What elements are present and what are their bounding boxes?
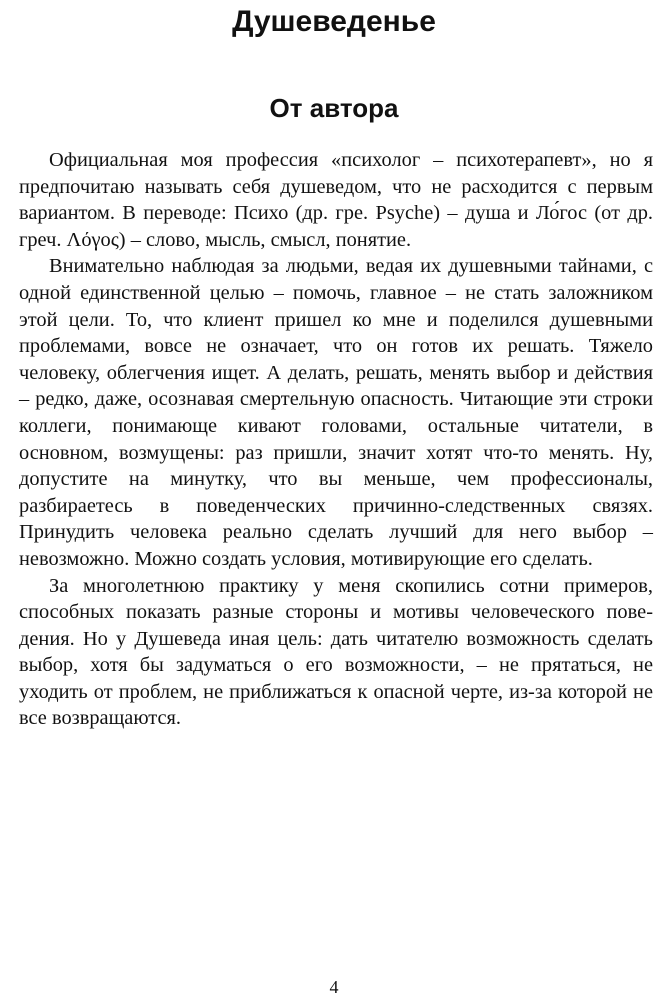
book-title: Душеведенье	[232, 5, 436, 38]
paragraph-2: Внимательно наблюдая за людьми, ведая их душевными тайнами, с одной единственной целью – помочь, главное – не стать заложником этой цели. То, что клиент пришел ко мне и поделился душевными проблемами, вовсе не означает, что он готов их решать. Тяжело человеку, облегчения ищет. А делать, решать, менять выбор и действия – редко, даже, осознавая смертельную опасность. Читающие эти строки коллеги, понимающе кивают головами, остальные читатели, в основном, возмущены: раз пришли, значит хотят что-то менять. Ну, допустите на минутку, что вы меньше, чем профессионалы, разбираетесь в поведенческих причинно-следственных связях. Принудить человека реально сделать лучший для него выбор – невозможно. Можно создать условия, мотивирующие его сделать.	[19, 255, 653, 570]
body-text	[19, 147, 653, 732]
page-number: 4	[329, 977, 339, 997]
paragraph-1: Официальная моя профессия «психолог – психотерапевт», но я предпочитаю называть себя душеведом, что не расходится с первым вариантом. В переводе: Психо (др. гре. Psyche) – душа и Ло́гос (от др. греч. Λόγος) – слово, мысль, смысл, понятие.	[19, 149, 653, 251]
paragraph-3: За многолетнюю практику у меня скопились сотни примеров, способных показать разные стороны и мотивы человеческого поведения. Но у Душеведа иная цель: дать читателю возможность сделать выбор, хотя бы задуматься о его возможности, – не прятаться, не уходить от проблем, не приближаться к опасной черте, из-за которой не все возвращаются.	[19, 574, 653, 730]
section-title: От автора	[269, 93, 399, 123]
